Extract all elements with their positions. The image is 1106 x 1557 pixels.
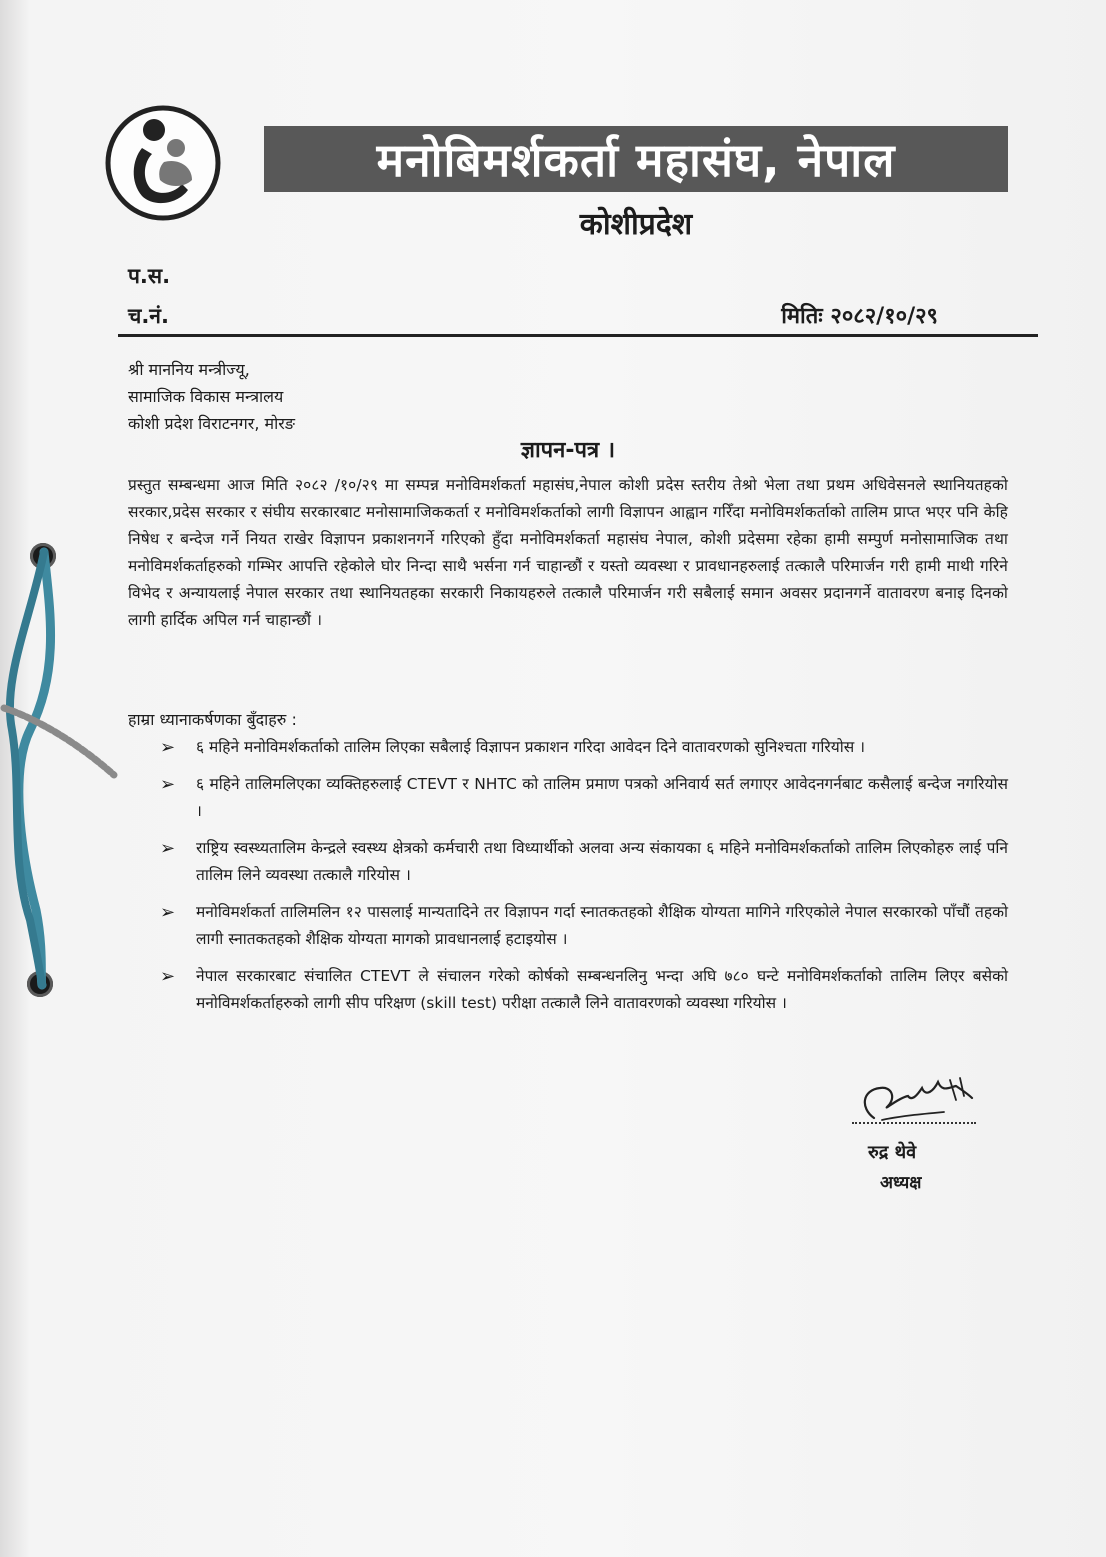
demand-point-text: ६ महिने तालिमलिएका व्यक्तिहरुलाई CTEVT र NHTC को तालिम प्रमाण पत्रको अनिवार्य सर्त लगाएर आवेदनगर्नबाट कसैलाई बन्देज नगरियोस ।: [196, 775, 1008, 820]
recipient-line-3: कोशी प्रदेश विराटनगर, मोरङ: [128, 414, 295, 433]
demand-point-text: मनोविमर्शकर्ता तालिमलिन १२ पासलाई मान्यतादिने तर विज्ञापन गर्दा स्नातकतहको शैक्षिक योग्यता मागिने गरिएकोले नेपाल सरकारको पाँचौं तहको लागी स्नातकतहको शैक्षिक योग्यता मागको प्रावधानलाई हटाइयोस ।: [196, 903, 1008, 948]
arrow-bullet-icon: ➢: [160, 774, 176, 795]
arrow-bullet-icon: ➢: [160, 737, 176, 758]
demand-points-list: [160, 734, 1008, 1027]
recipient-line-1: श्री माननिय मन्त्रीज्यू,: [128, 360, 250, 379]
ref-chn-label: च.नं.: [128, 304, 169, 328]
signatory-name: रुद्र थेवे: [868, 1142, 917, 1163]
demand-point-text: ६ महिने मनोविमर्शकर्ताको तालिम लिएका सबैलाई विज्ञापन प्रकाशन गरिदा आवेदन दिने वातावरणको सुनिश्चता गरियोस ।: [196, 738, 865, 756]
demand-point: [160, 771, 1008, 825]
organization-logo: [104, 104, 222, 222]
recipient-address: [128, 356, 295, 437]
demand-point: [160, 835, 1008, 889]
signature-line: [852, 1122, 976, 1124]
demand-point-text: नेपाल सरकारबाट संचालित CTEVT ले संचालन गरेको कोर्षको सम्बन्धनलिनु भन्दा अघि ७८० घन्टे मनोविमर्शकर्ताको तालिम लिएर बसेको मनोविमर्शकर्ताहरुको लागी सीप परिक्षण (skill test) परीक्षा तत्कालै लिने वातावरणको व्यवस्था गरियोस ।: [196, 967, 1008, 1012]
demand-point: [160, 734, 1008, 761]
handwritten-signature: [852, 1068, 976, 1134]
demand-point-text: राष्ट्रिय स्वस्थ्यतालिम केन्द्रले स्वस्थ्य क्षेत्रको कर्मचारी तथा विध्यार्थीको अलवा अन्य संकायका ६ महिने मनोविमर्शकर्ताको तालिम लिएकोहरु लाई पनि तालिम लिने व्यवस्था तत्कालै गरियोस ।: [196, 839, 1008, 884]
signatory-title: अध्यक्ष: [880, 1173, 922, 1193]
letter-body: प्रस्तुत सम्बन्धमा आज मिति २०८२ /१०/२९ मा सम्पन्न मनोविमर्शकर्ता महासंघ,नेपाल कोशी प्रदेस स्तरीय तेश्रो भेला तथा प्रथम अधिवेसनले स्थानियतहको सरकार,प्रदेस सरकार र संघीय सरकारबाट मनोसामाजिककर्ता र मनोविमर्शकर्ताको लागी विज्ञापन आह्वान गरिँदा मनोविमर्शकर्ताको तालिम प्राप्त भएर पनि केहि निषेध र बन्देज गर्ने नियत राखेर विज्ञापन प्रकाशनगर्ने गरिएको हुँदा मनोविमर्शकर्ता महासंघ नेपाल, कोशी प्रदेसमा रहेका हामी सम्पुर्ण मनोसामाजिक तथा मनोविमर्शकर्ताहरुको गम्भिर आपत्ति रहेकोले घोर निन्दा साथै भर्सना गर्न चाहान्छौं र यस्तो व्यवस्था र प्रावधानहरुलाई तत्कालै परिमार्जन गरी हामी माथी गरिने विभेद र अन्यायलाई नेपाल सरकार तथा स्थानियतहका सरकारी निकायहरुले तत्कालै परिमार्जन गरी सबैलाई समान अवसर प्रदानगर्ने वातावरण बनाइ दिनको लागी हार्दिक अपिल गर्न चाहान्छौं ।: [128, 476, 1008, 629]
demand-point: [160, 899, 1008, 953]
demand-point: [160, 963, 1008, 1017]
document-title: ज्ञापन-पत्र ।: [520, 438, 616, 463]
organization-title-bar: [264, 126, 1008, 192]
ref-ps-label: प.स.: [128, 264, 171, 288]
arrow-bullet-icon: ➢: [160, 902, 176, 923]
province-subtitle: कोशीप्रदेश: [579, 207, 693, 242]
arrow-bullet-icon: ➢: [160, 966, 176, 987]
letter-date: मितिः २०८२/१०/२९: [781, 304, 938, 329]
header-divider: [118, 334, 1038, 337]
organization-title: मनोबिमर्शकर्ता महासंघ, नेपाल: [376, 133, 896, 187]
arrow-bullet-icon: ➢: [160, 838, 176, 859]
recipient-line-2: सामाजिक विकास मन्त्रालय: [128, 387, 284, 406]
points-heading: हाम्रा ध्यानाकर्षणका बुँदाहरु :: [128, 710, 297, 729]
binding-cord: [0, 530, 130, 1000]
